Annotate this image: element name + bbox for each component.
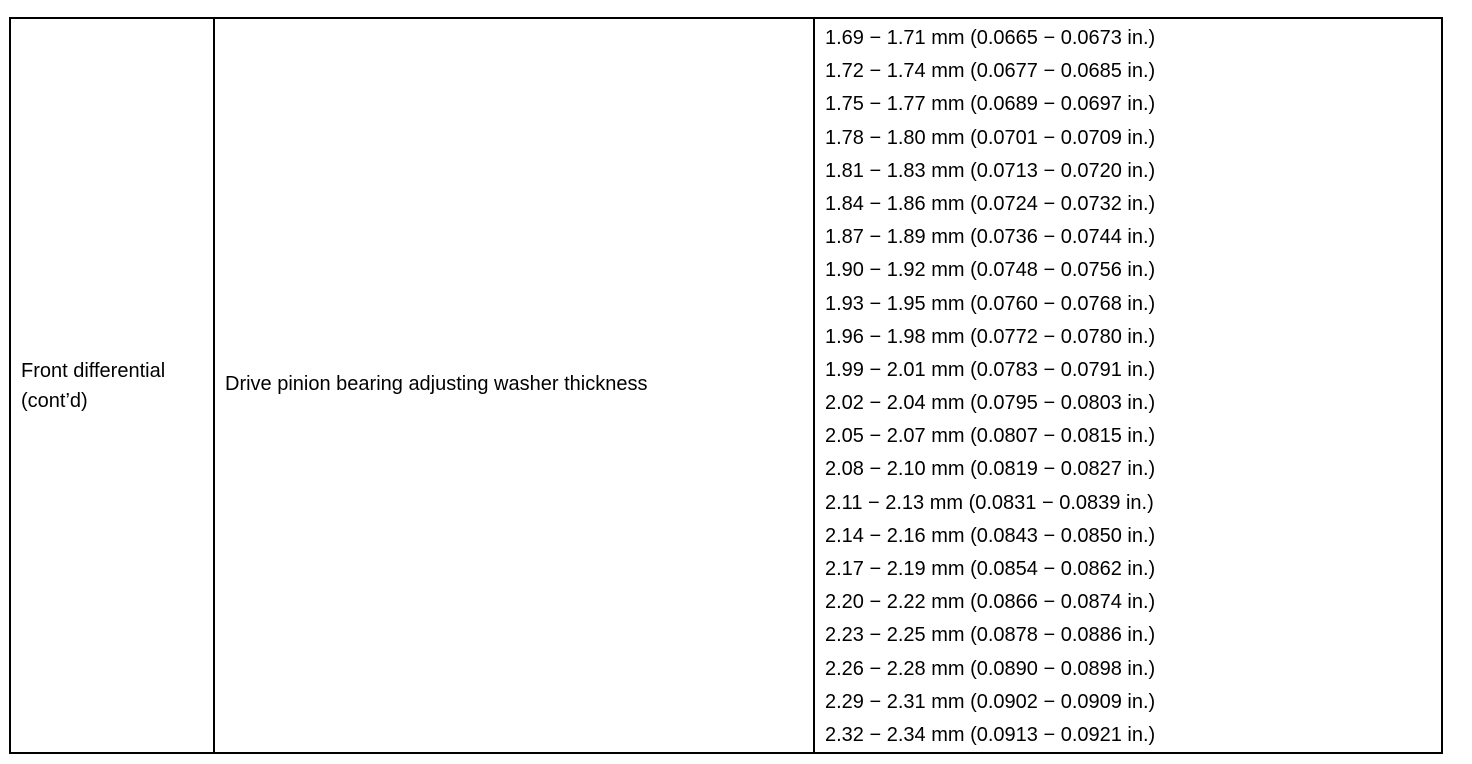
- list-item: 2.08 − 2.10 mm (0.0819 − 0.0827 in.): [825, 458, 1156, 481]
- list-item: 1.75 − 1.77 mm (0.0689 − 0.0697 in.): [825, 93, 1156, 116]
- list-item: 1.84 − 1.86 mm (0.0724 − 0.0732 in.): [825, 192, 1156, 215]
- list-item: 2.11 − 2.13 mm (0.0831 − 0.0839 in.): [825, 491, 1154, 514]
- list-item: 2.17 − 2.19 mm (0.0854 − 0.0862 in.): [825, 558, 1156, 580]
- category-cell: [10, 18, 214, 753]
- table-row: [10, 18, 1442, 753]
- list-item: 1.96 − 1.98 mm (0.0772 − 0.0780 in.): [825, 325, 1156, 348]
- list-item: 2.14 − 2.16 mm (0.0843 − 0.0850 in.): [825, 524, 1156, 547]
- list-item: 1.90 − 1.92 mm (0.0748 − 0.0756 in.): [825, 259, 1156, 282]
- list-item: 1.81 − 1.83 mm (0.0713 − 0.0720 in.): [825, 159, 1156, 182]
- category-line: Front differential: [21, 359, 166, 382]
- list-item: 2.26 − 2.28 mm (0.0890 − 0.0898 in.): [825, 657, 1156, 680]
- item-cell: [214, 18, 814, 753]
- values-list: [815, 19, 1441, 752]
- item-label: Drive pinion bearing adjusting washer thickness: [225, 372, 648, 395]
- category-line: (cont’d): [21, 389, 88, 412]
- spec-table: [9, 17, 1443, 754]
- list-item: 2.20 − 2.22 mm (0.0866 − 0.0874 in.): [825, 591, 1156, 614]
- list-item: 1.87 − 1.89 mm (0.0736 − 0.0744 in.): [825, 226, 1156, 249]
- list-item: 1.99 − 2.01 mm (0.0783 − 0.0791 in.): [825, 358, 1156, 381]
- list-item: 2.29 − 2.31 mm (0.0902 − 0.0909 in.): [825, 690, 1156, 713]
- list-item: 1.69 − 1.71 mm (0.0665 − 0.0673 in.): [825, 27, 1156, 49]
- list-item: 2.32 − 2.34 mm (0.0913 − 0.0921 in.): [825, 723, 1156, 746]
- list-item: 2.02 − 2.04 mm (0.0795 − 0.0803 in.): [825, 392, 1156, 415]
- list-item: 1.78 − 1.80 mm (0.0701 − 0.0709 in.): [825, 126, 1156, 149]
- list-item: 1.93 − 1.95 mm (0.0760 − 0.0768 in.): [825, 292, 1156, 315]
- list-item: 1.72 − 1.74 mm (0.0677 − 0.0685 in.): [825, 60, 1156, 83]
- list-item: 2.23 − 2.25 mm (0.0878 − 0.0886 in.): [825, 624, 1156, 647]
- values-cell: [814, 18, 1442, 753]
- category-label: [11, 356, 213, 416]
- list-item: 2.05 − 2.07 mm (0.0807 − 0.0815 in.): [825, 425, 1156, 448]
